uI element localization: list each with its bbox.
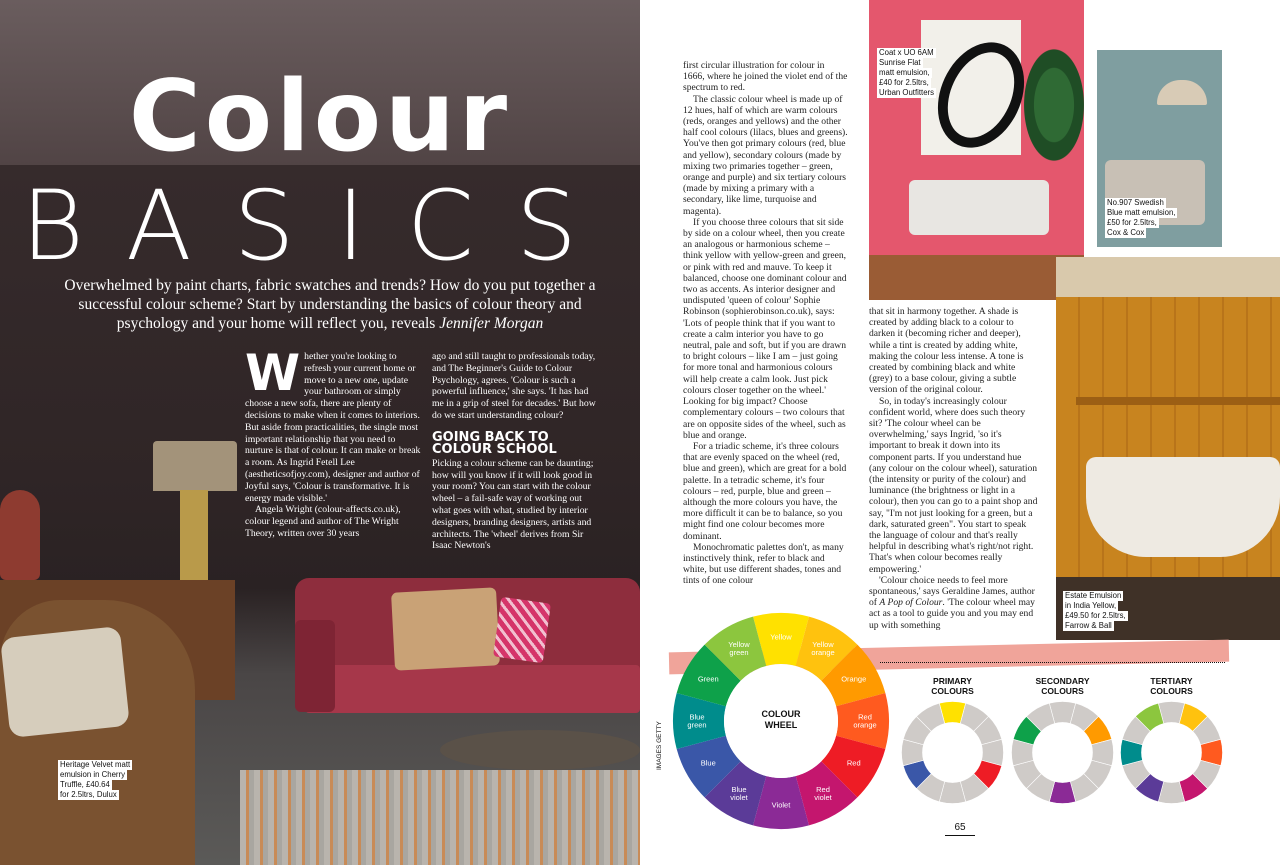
caption-line: Truffle, £40.64 <box>60 780 110 789</box>
paragraph: Monochromatic palettes don't, as many instinctively think, refer to black and white, but use different shades, tones and tints of one colour <box>683 541 844 587</box>
floor-image <box>869 255 1084 300</box>
wheel-label: Orange <box>841 674 867 684</box>
paragraph: For a triadic scheme, it's three colours that are evenly spaced on the wheel (red, blue and green), which are great for a bold palette. In a tetradic scheme, it's four colours – red, purple, blue and green – although the more colours you have, the more difficult it can be to balance, so you might find one colour becomes more dominant. <box>683 440 847 542</box>
caption-line: Heritage Velvet matt <box>60 760 131 769</box>
paragraph: The classic colour wheel is made up of 12 hues, half of which are warm colours (reds, oranges and yellows) and the other half cool colours (lilacs, blues and greens). You've then got primary colours (red, blue and yellow), secondary colours (made by mixing two primaries together – green, orange and purple) and six tertiary colours (made by mixing a primary with a secondary, like lime, turquoise and magenta). <box>683 93 848 217</box>
wheel-label: Yellow green <box>728 639 750 657</box>
decorative-wavy-line <box>880 654 1225 663</box>
page-number: 65 <box>945 822 975 836</box>
caption-line: Estate Emulsion <box>1065 591 1122 600</box>
paragraph: So, in today's increasingly colour confident world, where does such theory sit? 'The colour wheel can be overwhelming,' says Ingrid, 'so it's important to break it down into its component parts. If you understand hue (any colour on the colour wheel), saturation (the intensity or purity of the colour) and luminance (the brightness or light in a colour), then you can go to a paint shop and say, "I'm not just looking for a green, but a dark, saturated green". You start to speak the language of colour and that's really helpful in describing what's right/not right. That's when colour becomes really empowering.' <box>869 395 1038 575</box>
ring-title-line: COLOURS <box>931 686 974 696</box>
caption-line: Blue matt emulsion, <box>1107 208 1176 217</box>
sofa-seat-image <box>305 665 640 713</box>
body-column-4 <box>869 306 1039 631</box>
subheading-line: COLOUR SCHOOL <box>432 441 557 457</box>
caption-cox-and-cox <box>1105 198 1177 238</box>
vase-image <box>0 490 40 580</box>
ring-title-line: COLOURS <box>1041 686 1084 696</box>
wheel-center-label: WHEEL <box>764 720 798 730</box>
subheading <box>432 429 602 457</box>
wheel-label: Violet <box>771 800 791 810</box>
bench-image <box>909 180 1049 235</box>
caption-farrow-and-ball <box>1063 591 1128 631</box>
caption-dulux <box>58 760 132 800</box>
tertiary-colours-ring <box>1119 700 1224 805</box>
rug-image <box>240 770 640 865</box>
body-column-3 <box>683 60 848 587</box>
caption-line: £50 for 2.5ltrs, <box>1107 218 1157 227</box>
caption-line: £40 for 2.5ltrs, <box>879 78 929 87</box>
caption-line: matt emulsion, <box>879 68 930 77</box>
paragraph: hether you're looking to refresh your current home or move to a new one, update your bathroom or simply choose a new sofa, there are plenty of decisions to make when it comes to interiors. But aside from practicalities, the single most important relationship that you need to nurture is that of colour. It can make or break a room. As Ingrid Fetell Lee (aestheticsofjoy.com), designer and author of Joyful says, 'Colour is transformative. It is energy made visible.' <box>245 351 421 504</box>
armchair-cushion-image <box>0 626 130 738</box>
plant-image <box>1019 40 1089 170</box>
yellow-bathroom-photo <box>1056 257 1280 640</box>
body-column-1 <box>245 344 422 540</box>
secondary-colours-diagram <box>1010 676 1115 809</box>
subheading-line: GOING BACK TO <box>432 429 549 445</box>
pendant-lamp-image <box>1157 80 1207 105</box>
drop-cap: W <box>245 344 301 402</box>
headline-basics: BASICS <box>21 170 619 282</box>
caption-line: Urban Outfitters <box>879 88 935 97</box>
wheel-label: Red orange <box>853 712 877 730</box>
blue-room-photo <box>1097 50 1222 247</box>
caption-line: for 2.5ltrs, Dulux <box>60 790 117 799</box>
shelf-image <box>1076 397 1280 405</box>
pink-room-photo <box>869 0 1084 300</box>
image-credit: IMAGES GETTY <box>656 721 663 770</box>
caption-line: Sunrise Flat <box>879 58 921 67</box>
ring-title-line: TERTIARY <box>1150 676 1193 686</box>
bathtub-image <box>1086 457 1280 557</box>
ceiling-image <box>1056 257 1280 297</box>
wheel-label: Blue violet <box>730 785 748 803</box>
paragraph: ago and still taught to professionals today, and The Beginner's Guide to Colour Psychology, agrees. 'Colour is such a powerful influence,' she says. 'It has had me in a grip of steel for decades.' But how do we start understanding colour? <box>432 351 596 421</box>
caption-line: Coat x UO 6AM <box>879 48 934 57</box>
text-run: . 'The colour wheel may act as a tool to guide you and you may end up with something <box>869 597 1035 631</box>
ring-title <box>1119 676 1224 696</box>
colour-wheel-diagram <box>672 612 890 830</box>
paragraph <box>869 575 1039 631</box>
wheel-label: Yellow <box>770 632 792 642</box>
wheel-label: Green <box>697 674 719 684</box>
standfirst <box>60 276 600 333</box>
wheel-center-label: COLOUR <box>761 709 801 719</box>
paragraph: Angela Wright (colour-affects.co.uk), colour legend and author of The Wright Theory, written over 30 years <box>245 504 401 539</box>
lamp-shade-image <box>153 441 237 491</box>
wheel-label: Red violet <box>814 785 832 803</box>
secondary-colours-ring <box>1010 700 1115 805</box>
paragraph: Picking a colour scheme can be daunting; how will you know if it will look good in your room? You can start with the colour wheel – a fail-safe way of working out what goes with what, studied by interior designers, branding designers, artists and architects. The 'wheel' derives from Sir Isaac Newton's <box>432 457 594 552</box>
ring-title-line: COLOURS <box>1150 686 1193 696</box>
wheel-label: Yellow orange <box>811 639 835 657</box>
headline-colour: Colour <box>128 60 512 174</box>
ring-title-line: PRIMARY <box>933 676 972 686</box>
caption-line: £49.50 for 2.5ltrs, <box>1065 611 1126 620</box>
striped-cushion-image <box>493 597 551 663</box>
caption-line: Farrow & Ball <box>1065 621 1112 630</box>
wheel-label: Red <box>846 758 861 768</box>
sofa-arm-image <box>295 620 335 712</box>
caption-line: in India Yellow, <box>1065 601 1117 610</box>
wheel-label: Blue green <box>687 712 707 730</box>
wheel-label: Blue <box>700 758 716 768</box>
primary-colours-diagram <box>900 676 1005 809</box>
caption-line: emulsion in Cherry <box>60 770 125 779</box>
lamp-base-image <box>180 490 208 582</box>
tertiary-colours-diagram <box>1119 676 1224 809</box>
caption-line: No.907 Swedish <box>1107 198 1164 207</box>
caption-urban-outfitters <box>877 48 936 98</box>
ring-title <box>1010 676 1115 696</box>
coffee-table-image <box>440 730 640 770</box>
primary-colours-ring <box>900 700 1005 805</box>
ring-title-line: SECONDARY <box>1035 676 1090 686</box>
book-title: A Pop of Colour <box>879 597 943 609</box>
text-run: 'Colour choice needs to feel more spontaneous,' says Geraldine James, author of <box>869 574 1035 609</box>
standfirst-text: Overwhelmed by paint charts, fabric swatches and trends? How do you put together a successful colour scheme? Start by understanding the basics of colour theory and psychology and your home will reflect you, reveals <box>64 277 596 332</box>
standfirst-author: Jennifer Morgan <box>439 315 544 332</box>
ring-title <box>900 676 1005 696</box>
paragraph: first circular illustration for colour in 1666, where he joined the violet end of the spectrum to red. <box>683 60 848 94</box>
paragraph: that sit in harmony together. A shade is created by adding black to a colour to darken it (becoming richer and deeper), while a tint is created by adding white, making the colour less intense. A tone is created by combining black and white (grey) to a base colour, giving a subtle version of the original colour. <box>869 306 1024 396</box>
body-column-2 <box>432 351 602 552</box>
cushion-image <box>391 587 500 670</box>
paragraph: If you choose three colours that sit side by side on a colour wheel, then you create an analogous or harmonious scheme – think yellow with yellow-green and green, or pink with red and mauve. To keep it balanced, choose one dominant colour and two as accents. As interior designer and undisputed 'queen of colour' Sophie Robinson (sophierobinson.co.uk), says: 'Lots of people think that if you want to create a calm interior you have to go neutral, pale and soft, but if you are drawn to bright colours – like I am – just going for more tonal and harmonious colours will help create a calm look. Just pick colours closer together on the wheel.' Looking for big impact? Choose complementary colours – two colours that are on opposite sides of the wheel, such as blue and orange. <box>683 216 847 441</box>
caption-line: Cox & Cox <box>1107 228 1145 237</box>
